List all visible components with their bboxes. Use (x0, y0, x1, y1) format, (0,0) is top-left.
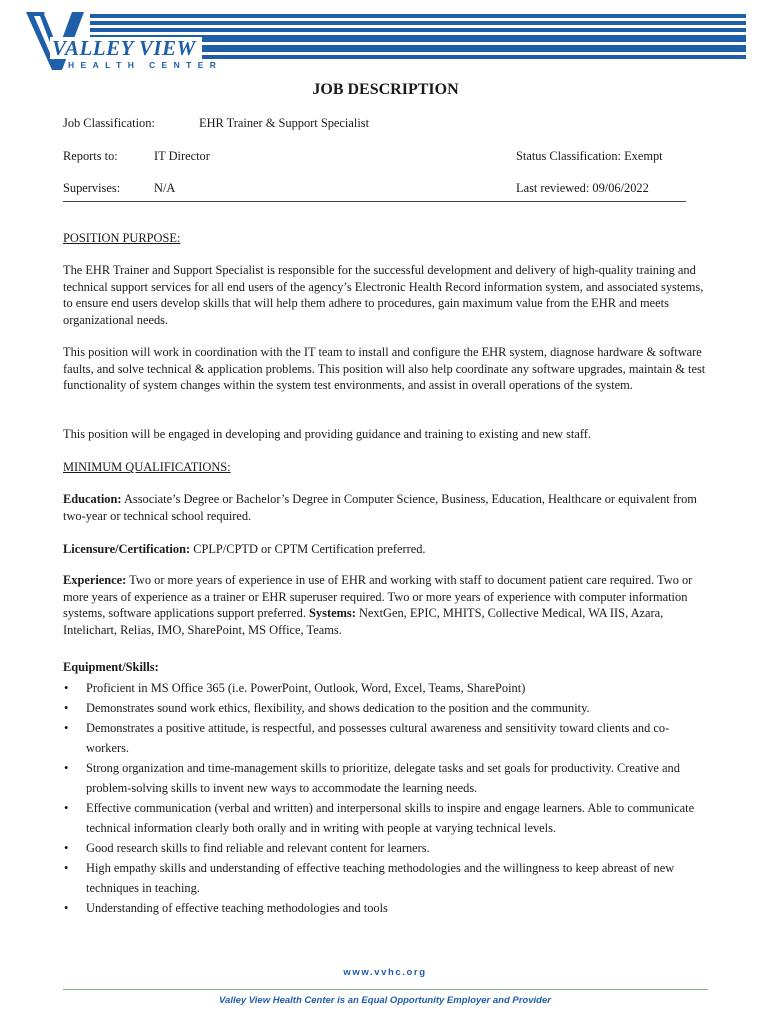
purpose-paragraph-1: The EHR Trainer and Support Specialist is responsible for the successful development and delivery of high-quality training and technical support services for all end users of the agency’s Electronic Health Record information system, and associated systems, to ensure end users develop skills that will help them adhere to procedures, gain maximum value from the EHR and meets organizational needs. (63, 263, 704, 327)
bullet-icon: • (64, 841, 69, 855)
list-item: • Effective communication (verbal and written) and interpersonal skills to inspire and engage learners. Able to communicate technical information clearly both orally and in writing with people at varying technical levels. (63, 798, 708, 838)
list-item: • Good research skills to find reliable and relevant content for learners. (63, 838, 708, 858)
bullet-icon: • (64, 761, 69, 775)
list-item: • High empathy skills and understanding of effective teaching methodologies and the willingness to keep abreast of new techniques in teaching. (63, 858, 708, 898)
logo-wordmark: VALLEY VIEW (50, 37, 202, 59)
supervises-value: N/A (154, 181, 176, 195)
list-item: • Proficient in MS Office 365 (i.e. PowerPoint, Outlook, Word, Excel, Teams, SharePoint) (63, 678, 708, 698)
bullet-icon: • (64, 801, 69, 815)
bullet-icon: • (64, 861, 69, 875)
education-text: Associate’s Degree or Bachelor’s Degree in Computer Science, Business, Education, Healthcare or equivalent from two-year or technical school required. (63, 492, 697, 523)
status-classification: Status Classification: Exempt (516, 149, 663, 163)
reports-to-value: IT Director (154, 149, 210, 163)
equipment-skills-heading: Equipment/Skills: (63, 660, 159, 674)
experience-label: Experience: (63, 573, 127, 587)
experience-paragraph (63, 572, 708, 638)
position-purpose-heading: POSITION PURPOSE: (63, 231, 181, 245)
footer-divider (63, 989, 708, 990)
footer-website-link[interactable]: www.vvhc.org (343, 967, 427, 978)
bullet-icon: • (64, 721, 69, 735)
reports-to-row (63, 148, 708, 164)
header-divider (63, 201, 686, 202)
last-reviewed: Last reviewed: 09/06/2022 (516, 181, 649, 195)
education-label: Education: (63, 492, 122, 506)
licensure-label: Licensure/Certification: (63, 542, 191, 556)
reports-to-label: Reports to: (63, 149, 118, 163)
licensure-text: CPLP/CPTD or CPTM Certification preferred. (190, 542, 426, 556)
bullet-icon: • (64, 681, 69, 695)
list-item: • Understanding of effective teaching methodologies and tools (63, 898, 708, 918)
skills-list (63, 678, 708, 918)
bullet-icon: • (64, 701, 69, 715)
list-item: • Demonstrates sound work ethics, flexibility, and shows dedication to the position and the community. (63, 698, 708, 718)
licensure-paragraph (63, 541, 708, 558)
list-item: • Strong organization and time-management skills to prioritize, delegate tasks and set goals for productivity. Creative and problem-solving skills to invent new ways to accommodate the learning needs. (63, 758, 708, 798)
systems-label: Systems: (309, 606, 356, 620)
job-classification-value: EHR Trainer & Support Specialist (199, 116, 370, 130)
supervises-row (63, 180, 708, 196)
purpose-paragraph-3: This position will be engaged in developing and providing guidance and training to existing and new staff. (63, 427, 591, 441)
document-title: JOB DESCRIPTION (312, 81, 459, 98)
minimum-qualifications-heading: MINIMUM QUALIFICATIONS: (63, 460, 231, 474)
logo-subtitle: HEALTH CENTER (68, 60, 223, 70)
experience-text: Two or more years of experience in use of EHR and working with staff to document patient care required. Two or more years of experience as a trainer or EHR superuser required. Two or more years of experience with computer information systems, software applications support preferred. (63, 573, 693, 620)
page-header (0, 0, 770, 80)
bullet-icon: • (64, 901, 69, 915)
supervises-label: Supervises: (63, 181, 121, 195)
purpose-paragraph-2: This position will work in coordination with the IT team to install and configure the EHR system, diagnose hardware & software faults, and solve technical & application problems. This position will also help coordinate any software upgrades, maintain & test functionality of system changes within the system test environments, and assist in overall operations of the system. (63, 345, 706, 392)
systems-text: NextGen, EPIC, MHITS, Collective Medical, WA IIS, Azara, Intelichart, Relias, IMO, SharePoint, MS Office, Teams. (63, 606, 664, 637)
footer-eeo-statement: Valley View Health Center is an Equal Opportunity Employer and Provider (219, 995, 551, 1006)
list-item: • Demonstrates a positive attitude, is respectful, and possesses cultural awareness and sensitivity toward clients and co-workers. (63, 718, 708, 758)
job-classification-row (63, 115, 708, 131)
education-paragraph (63, 491, 708, 524)
job-classification-label: Job Classification: (63, 116, 155, 130)
